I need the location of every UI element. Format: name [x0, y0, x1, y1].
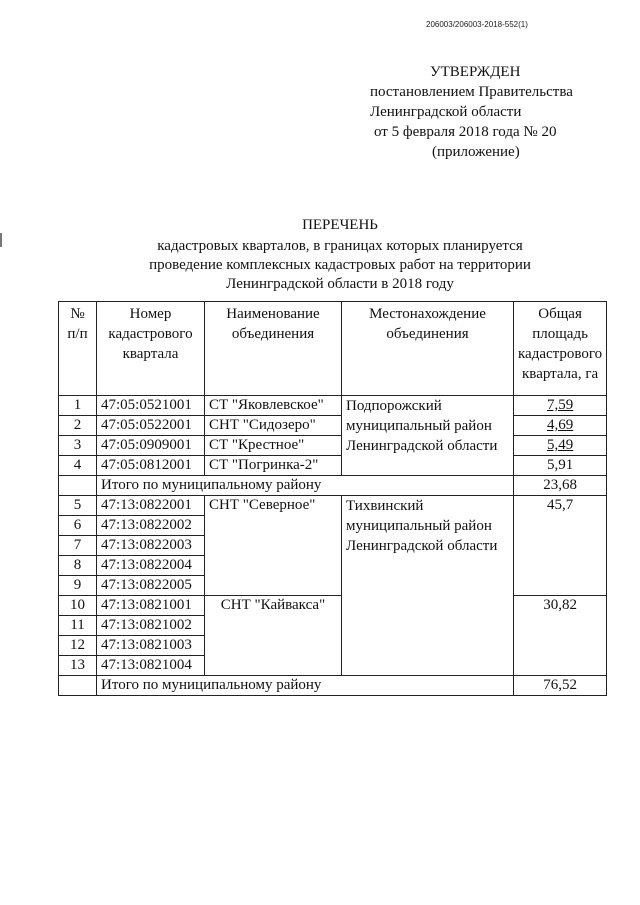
- title-line-3: Ленинградской области в 2018 году: [226, 276, 454, 292]
- row-cadastral: 47:05:0522001: [97, 416, 205, 436]
- title-line-1: кадастровых кварталов, в границах которых планируется: [157, 238, 523, 254]
- title-line-2: проведение комплексных кадастровых работ на территории: [149, 257, 531, 273]
- scan-margin-mark: [0, 233, 2, 247]
- header-num: № п/п: [59, 302, 97, 396]
- table-row: [59, 596, 607, 616]
- row-area: 4,69: [514, 416, 607, 436]
- document-id: 206003/206003-2018-552(1): [426, 20, 528, 29]
- table-row: [59, 396, 607, 416]
- row-num: 13: [59, 656, 97, 676]
- row-name: СТ "Яковлевское": [205, 396, 342, 416]
- row-cadastral: 47:13:0822001: [97, 496, 205, 516]
- header-cadastral: Номер кадастрового квартала: [97, 302, 205, 396]
- row-area: 7,59: [514, 396, 607, 416]
- row-area: 5,49: [514, 436, 607, 456]
- title-main: ПЕРЕЧЕНЬ: [302, 217, 378, 233]
- location-podporozhsky: Подпорожский муниципальный район Ленинградской области: [342, 396, 514, 476]
- subtotal-label: Итого по муниципальному району: [97, 476, 514, 496]
- row-num: 10: [59, 596, 97, 616]
- approval-title: УТВЕРЖДЕН: [430, 64, 521, 80]
- row-num: 3: [59, 436, 97, 456]
- row-cadastral: 47:13:0821002: [97, 616, 205, 636]
- approval-line-2: постановлением Правительства: [370, 84, 573, 100]
- subtotal-value: 23,68: [514, 476, 607, 496]
- cadastral-table: [58, 301, 607, 696]
- association-kaivaksa: СНТ "Кайвакса": [205, 596, 342, 676]
- header-area: Общая площадь кадастрового квартала, га: [514, 302, 607, 396]
- header-location: Местонахождение объединения: [342, 302, 514, 396]
- table-row: [59, 436, 607, 456]
- table-row: [59, 416, 607, 436]
- table-row: [59, 456, 607, 476]
- subtotal-row: [59, 476, 607, 496]
- table-row: [59, 496, 607, 516]
- approval-line-3: Ленинградской области: [370, 104, 522, 120]
- row-name: СНТ "Сидозеро": [205, 416, 342, 436]
- subtotal-value: 76,52: [514, 676, 607, 696]
- table-header-row: [59, 302, 607, 396]
- row-num: 5: [59, 496, 97, 516]
- row-num: 12: [59, 636, 97, 656]
- row-cadastral: 47:13:0822005: [97, 576, 205, 596]
- row-cadastral: 47:13:0821004: [97, 656, 205, 676]
- subtotal-row: [59, 676, 607, 696]
- row-cadastral: 47:13:0821001: [97, 596, 205, 616]
- row-num: 1: [59, 396, 97, 416]
- row-num: 8: [59, 556, 97, 576]
- subtotal-empty: [59, 676, 97, 696]
- area-severnoe: 45,7: [514, 496, 607, 596]
- row-num: 11: [59, 616, 97, 636]
- association-severnoe: СНТ "Северное": [205, 496, 342, 596]
- row-name: СТ "Погринка-2": [205, 456, 342, 476]
- row-cadastral: 47:05:0812001: [97, 456, 205, 476]
- document-title: [60, 216, 620, 294]
- row-cadastral: 47:13:0822002: [97, 516, 205, 536]
- row-cadastral: 47:13:0821003: [97, 636, 205, 656]
- row-num: 6: [59, 516, 97, 536]
- subtotal-label: Итого по муниципальному району: [97, 676, 514, 696]
- header-name: Наименование объединения: [205, 302, 342, 396]
- row-num: 7: [59, 536, 97, 556]
- row-cadastral: 47:05:0909001: [97, 436, 205, 456]
- row-cadastral: 47:13:0822003: [97, 536, 205, 556]
- row-num: 4: [59, 456, 97, 476]
- area-kaivaksa: 30,82: [514, 596, 607, 676]
- row-cadastral: 47:05:0521001: [97, 396, 205, 416]
- subtotal-empty: [59, 476, 97, 496]
- row-name: СТ "Крестное": [205, 436, 342, 456]
- location-tikhvinsky: Тихвинский муниципальный район Ленинградской области: [342, 496, 514, 676]
- row-num: 2: [59, 416, 97, 436]
- row-area: 5,91: [514, 456, 607, 476]
- approval-note: (приложение): [432, 144, 520, 160]
- approval-stamp: [360, 62, 590, 162]
- row-num: 9: [59, 576, 97, 596]
- row-cadastral: 47:13:0822004: [97, 556, 205, 576]
- approval-date: от 5 февраля 2018 года № 20: [374, 124, 557, 140]
